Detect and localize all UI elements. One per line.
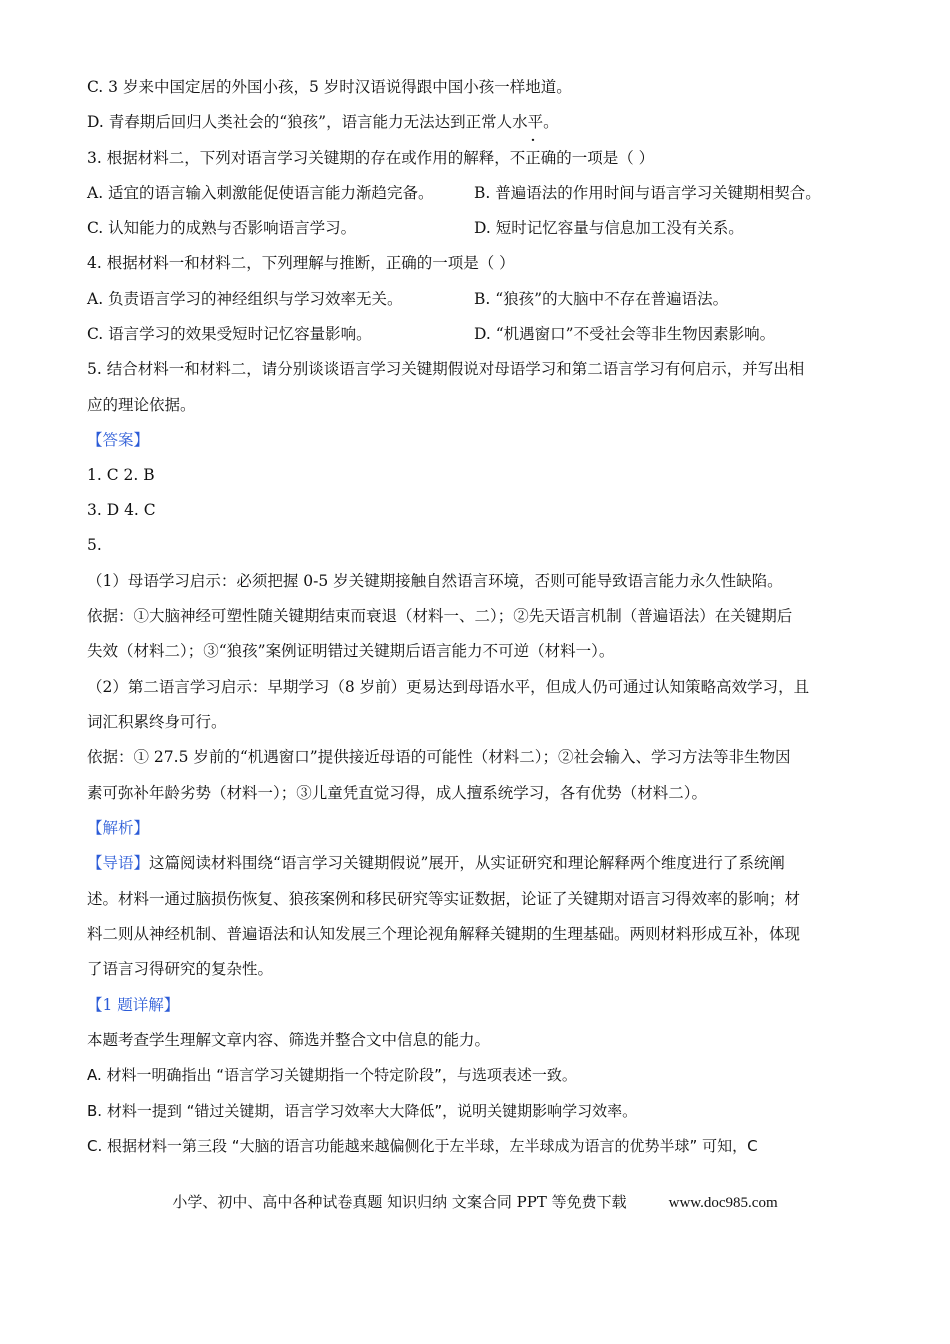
answer-5-part-1: （1）母语学习启示：必须把握 0-5 岁关键期接触自然语言环境，否则可能导致语言能力永久性缺陷。 xyxy=(87,572,783,590)
guide-paragraph-line-1 xyxy=(87,853,870,873)
question-3-option-b: B. 普遍语法的作用时间与语言学习关键期相契合。 xyxy=(474,184,821,202)
detail-option-c: C. 根据材料一第三段 “大脑的语言功能越来越偏侧化于左半球，左半球成为语言的优势半球” 可知，C xyxy=(87,1137,758,1155)
answer-5-part-2b: 词汇积累终身可行。 xyxy=(87,713,227,731)
question-3-option-d: D. 短时记忆容量与信息加工没有关系。 xyxy=(474,219,744,237)
guide-paragraph-line-2: 述。材料一通过脑损伤恢复、狼孩案例和移民研究等实证数据，论证了关键期对语言习得效率的影响；材 xyxy=(87,890,801,908)
answer-5-basis-2a: 依据：① 27.5 岁前的“机遇窗口”提供接近母语的可能性（材料二）；②社会输入、学习方法等非生物因 xyxy=(87,748,791,766)
answer-line-1: 1. C 2. B xyxy=(87,466,155,484)
footer-text: 小学、初中、高中各种试卷真题 知识归纳 文案合同 PPT 等免费下载 xyxy=(172,1193,627,1211)
answer-5-basis-2b: 素可弥补年龄劣势（材料一）；③儿童凭直觉习得，成人擅系统学习，各有优势（材料二）。 xyxy=(87,784,708,802)
answer-line-2: 3. D 4. C xyxy=(87,501,156,519)
question-3-emphasis: 不正确 xyxy=(509,149,557,167)
guide-paragraph-line-3: 料二则从神经机制、普遍语法和认知发展三个理论视角解释关键期的生理基础。两则材料形成互补，体现 xyxy=(87,925,801,943)
answer-tag: 【答案】 xyxy=(87,431,150,449)
analysis-tag: 【解析】 xyxy=(87,819,150,837)
footer-site-link[interactable]: www.doc985.com xyxy=(668,1195,778,1211)
question-3-option-a: A. 适宜的语言输入刺激能促使语言能力渐趋完备。 xyxy=(87,184,434,202)
question-4-options-ab xyxy=(87,289,870,309)
guide-tag: 【导语】 xyxy=(87,854,150,872)
question-4-option-d: D. “机遇窗口”不受社会等非生物因素影响。 xyxy=(474,325,776,343)
question-3-suffix: 的一项是（ ） xyxy=(556,149,655,167)
answer-5-part-2a: （2）第二语言学习启示：早期学习（8 岁前）更易达到母语水平，但成人仍可通过认知策略高效学习，且 xyxy=(87,678,810,696)
detail-tag: 【1 题详解】 xyxy=(87,996,180,1014)
question-3 xyxy=(87,148,870,168)
answer-line-3: 5. xyxy=(87,536,102,554)
detail-option-b: B. 材料一提到 “错过关键期，语言学习效率大大降低”，说明关键期影响学习效率。 xyxy=(87,1102,638,1120)
detail-intro: 本题考查学生理解文章内容、筛选并整合文中信息的能力。 xyxy=(87,1031,491,1049)
question-4-option-c: C. 语言学习的效果受短时记忆容量影响。 xyxy=(87,325,372,343)
question-4-options-cd xyxy=(87,324,870,344)
page-footer xyxy=(0,1192,950,1213)
question-3-option-c: C. 认知能力的成熟与否影响语言学习。 xyxy=(87,219,357,237)
question-4-option-a: A. 负责语言学习的神经组织与学习效率无关。 xyxy=(87,290,403,308)
question-3-options-cd xyxy=(87,218,870,238)
question-4: 4. 根据材料一和材料二，下列理解与推断，正确的一项是（ ） xyxy=(87,254,515,272)
option-d-line: D. 青春期后回归人类社会的“狼孩”，语言能力无法达到正常人水平。 xyxy=(87,113,559,131)
question-5-line-1: 5. 结合材料一和材料二，请分别谈谈语言学习关键期假说对母语学习和第二语言学习有何启示，并写出相 xyxy=(87,360,805,378)
guide-text-1: 这篇阅读材料围绕“语言学习关键期假说”展开，从实证研究和理论解释两个维度进行了系统阐 xyxy=(149,854,785,872)
question-4-option-b: B. “狼孩”的大脑中不存在普遍语法。 xyxy=(474,290,729,308)
answer-5-basis-1a: 依据：①大脑神经可塑性随关键期结束而衰退（材料一、二）；②先天语言机制（普遍语法）在关键期后 xyxy=(87,607,793,625)
question-5-line-2: 应的理论依据。 xyxy=(87,396,196,414)
detail-option-a: A. 材料一明确指出 “语言学习关键期指一个特定阶段”，与选项表述一致。 xyxy=(87,1066,577,1084)
question-3-prefix: 3. 根据材料二，下列对语言学习关键期的存在或作用的解释， xyxy=(87,149,510,167)
guide-paragraph-line-4: 了语言习得研究的复杂性。 xyxy=(87,960,274,978)
answer-5-basis-1b: 失效（材料二）；③“狼孩”案例证明错过关键期后语言能力不可逆（材料一）。 xyxy=(87,642,615,660)
option-c-line: C. 3 岁来中国定居的外国小孩，5 岁时汉语说得跟中国小孩一样地道。 xyxy=(87,78,572,96)
question-3-options-ab xyxy=(87,183,870,203)
